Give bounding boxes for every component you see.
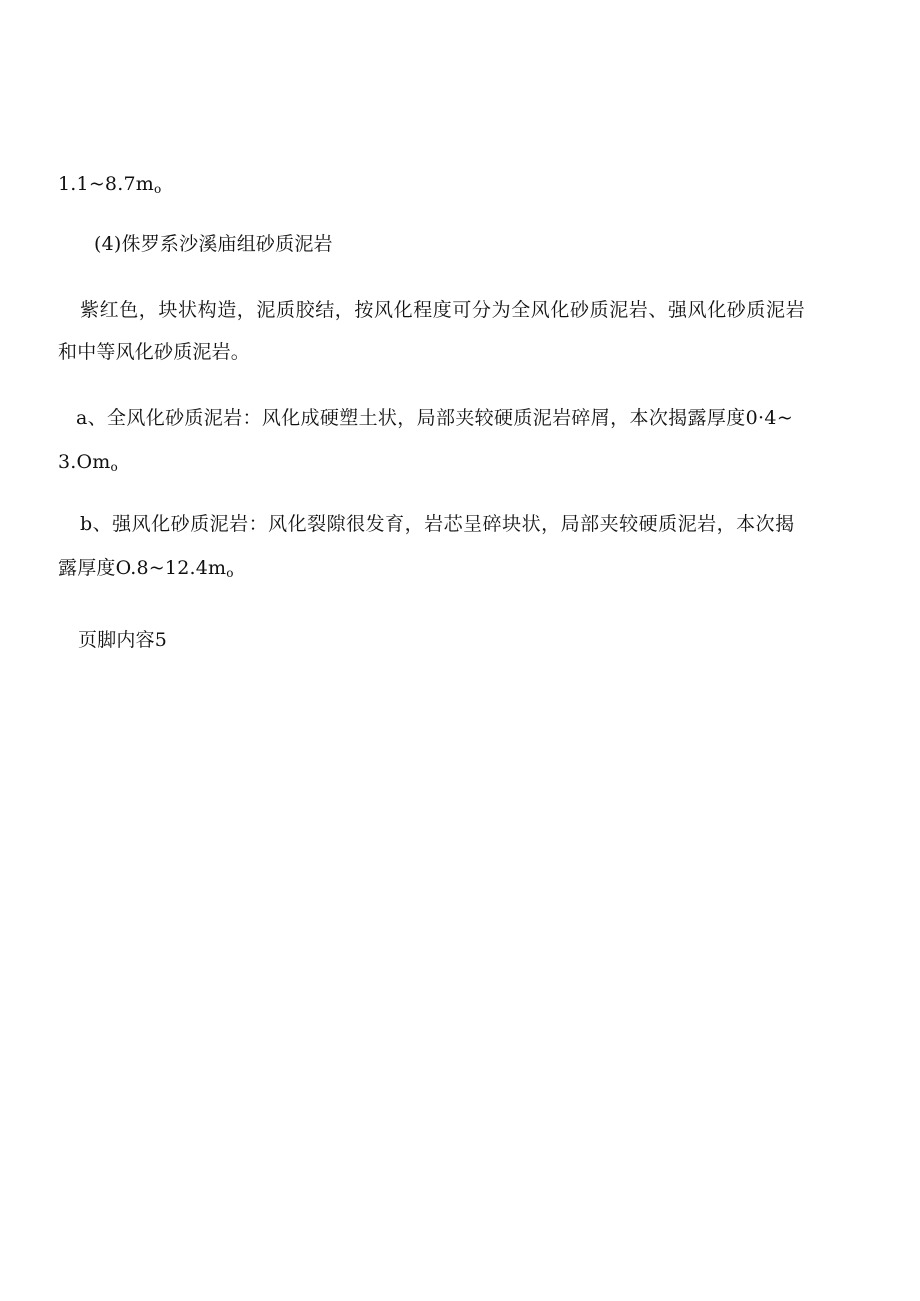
page-footer: 页脚内容5	[78, 629, 168, 651]
list-item-a: a、全风化砂质泥岩：风化成硬塑土状，局部夹较硬质泥岩碎屑，本次揭露厚度0·4~	[76, 407, 794, 429]
thickness-range-line	[58, 172, 161, 201]
list-item-b-continuation	[58, 556, 234, 585]
list-item-a-thickness: 3.Om	[58, 451, 111, 473]
paragraph-line: 紫红色，块状构造，泥质胶结，按风化程度可分为全风化砂质泥岩、强风化砂质泥岩	[80, 299, 806, 321]
list-item-a-suffix: o	[110, 460, 118, 474]
thickness-range-suffix: o	[153, 182, 162, 196]
paragraph-line: 和中等风化砂质泥岩。	[58, 341, 251, 363]
section-heading: (4)侏罗系沙溪庙组砂质泥岩	[94, 233, 333, 255]
list-item-b-thickness: 露厚度O.8~12.4m	[58, 557, 227, 579]
list-item-b-suffix: o	[226, 566, 234, 580]
list-item-a-continuation	[58, 450, 118, 479]
list-item-b: b、强风化砂质泥岩：风化裂隙很发育，岩芯呈碎块状，局部夹较硬质泥岩，本次揭	[80, 513, 795, 535]
thickness-range-text: 1.1~8.7m	[58, 173, 154, 195]
